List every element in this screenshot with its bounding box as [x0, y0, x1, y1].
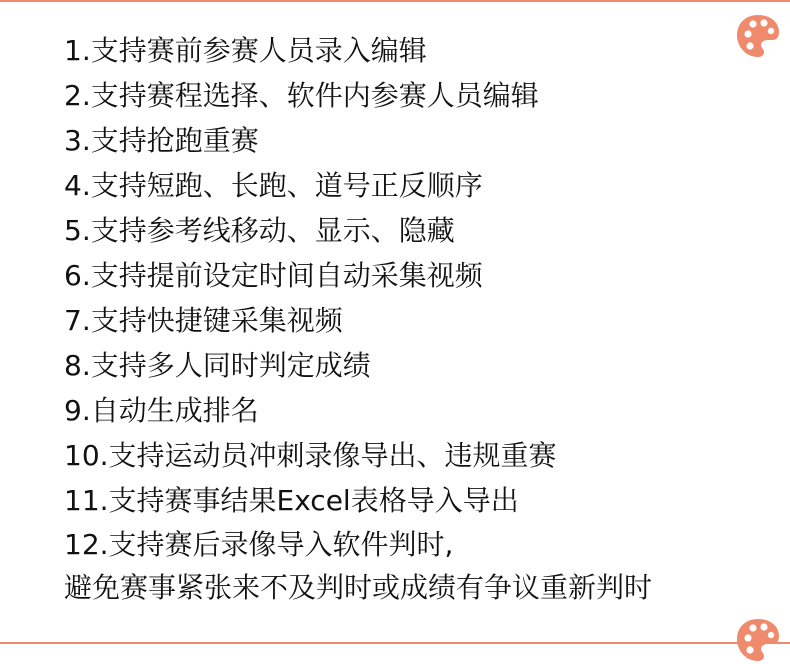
feature-item-12-line-1: 12.支持赛后录像导入软件判时, [64, 528, 454, 561]
feature-list [64, 28, 764, 609]
feature-item-2: 2.支持赛程选择、软件内参赛人员编辑 [64, 79, 539, 112]
feature-item-1: 1.支持赛前参赛人员录入编辑 [64, 34, 427, 67]
feature-item-7: 7.支持快捷键采集视频 [64, 304, 343, 337]
palette-icon [734, 616, 782, 664]
feature-item-9: 9.自动生成排名 [64, 394, 259, 427]
feature-item-4: 4.支持短跑、长跑、道号正反顺序 [64, 169, 483, 202]
feature-item-6: 6.支持提前设定时间自动采集视频 [64, 259, 483, 292]
top-divider [0, 0, 790, 2]
feature-item-5: 5.支持参考线移动、显示、隐藏 [64, 214, 455, 247]
feature-item-11: 11.支持赛事结果Excel表格导入导出 [64, 484, 519, 517]
feature-item-8: 8.支持多人同时判定成绩 [64, 349, 371, 382]
feature-item-12-line-2: 避免赛事紧张来不及判时或成绩有争议重新判时 [64, 571, 653, 604]
feature-item-10: 10.支持运动员冲刺录像导出、违规重赛 [64, 439, 557, 472]
feature-item-12 [64, 523, 764, 609]
feature-item-3: 3.支持抢跑重赛 [64, 124, 259, 157]
